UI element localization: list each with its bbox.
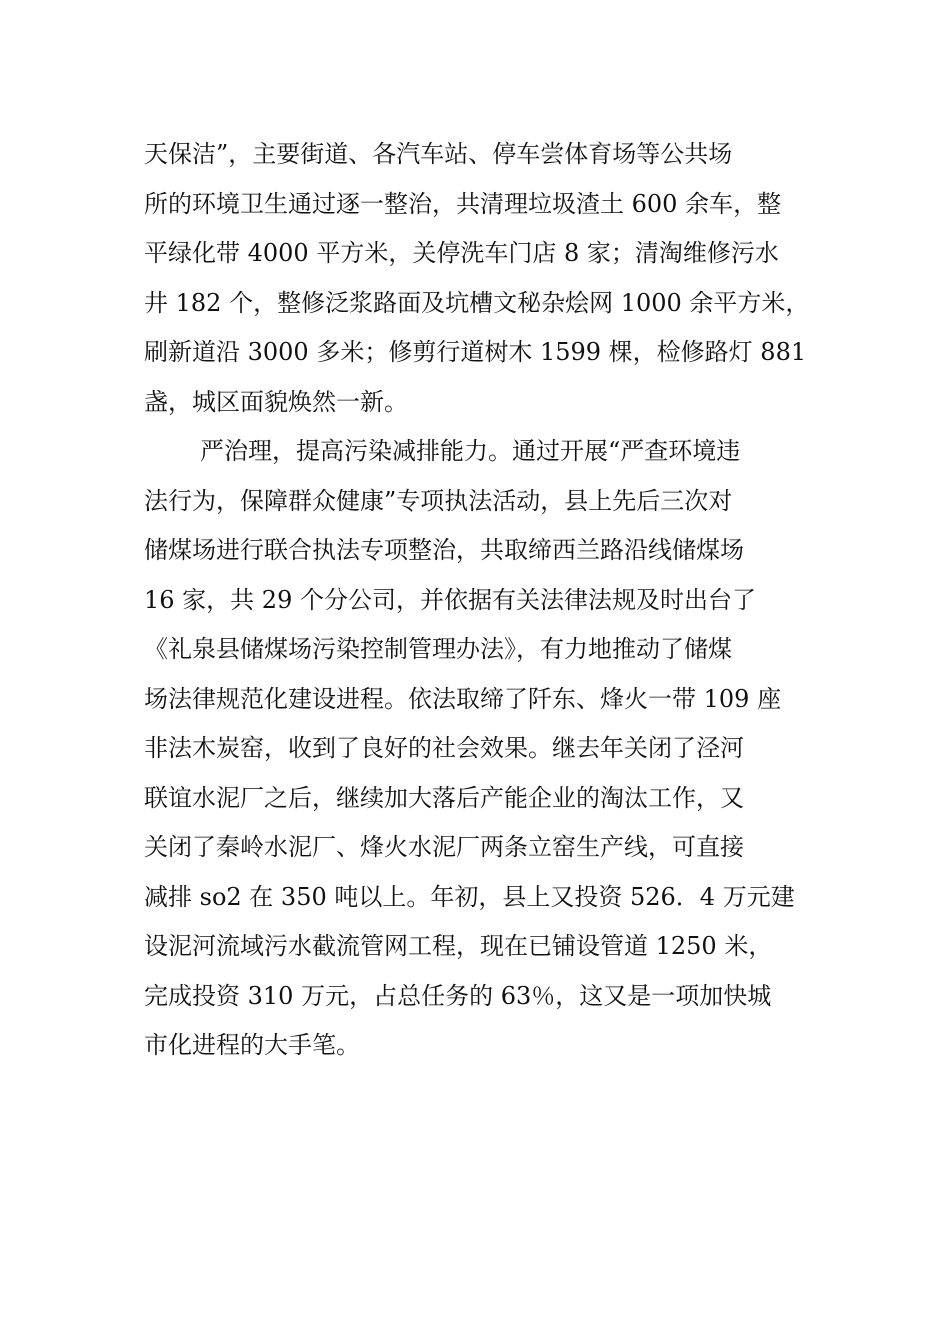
paragraph-line: 完成投资 310 万元，占总任务的 63％，这又是一项加快城 <box>144 981 772 1010</box>
paragraph-line: 井 182 个，整修泛浆路面及坑槽文秘杂烩网 1000 余平方米， <box>144 288 810 317</box>
paragraph-line: 《礼泉县储煤场污染控制管理办法》，有力地推动了储煤 <box>144 635 732 663</box>
paragraph-2 <box>144 427 824 1071</box>
paragraph-line: 场法律规范化建设进程。依法取缔了阡东、烽火一带 109 座 <box>144 684 782 713</box>
paragraph-line: 关闭了秦岭水泥厂、烽火水泥厂两条立窑生产线，可直接 <box>144 833 744 861</box>
paragraph-line: 储煤场进行联合执法专项整治，共取缔西兰路沿线储煤场 <box>144 536 744 564</box>
paragraph-1 <box>144 130 824 427</box>
paragraph-line: 严治理，提高污染减排能力。通过开展“严查环境违 <box>200 437 741 465</box>
paragraph-line: 市化进程的大手笔。 <box>144 1031 360 1059</box>
paragraph-line: 天保洁”，主要街道、各汽车站、停车尝体育场等公共场 <box>144 140 733 168</box>
paragraph-line: 刷新道沿 3000 多米；修剪行道树木 1599 棵，检修路灯 881 <box>144 338 807 366</box>
paragraph-line: 非法木炭窑，收到了良好的社会效果。继去年关闭了泾河 <box>144 734 744 762</box>
paragraph-line: 16 家，共 29 个分公司，并依据有关法律法规及时出台了 <box>144 585 756 614</box>
paragraph-line: 减排 so2 在 350 吨以上。年初，县上又投资 526．4 万元建 <box>144 882 795 911</box>
document-body <box>144 130 824 1071</box>
paragraph-line: 所的环境卫生通过逐一整治，共清理垃圾渣土 600 余车，整 <box>144 189 782 218</box>
paragraph-line: 联谊水泥厂之后，继续加大落后产能企业的淘汰工作，又 <box>144 783 744 812</box>
paragraph-line: 设泥河流域污水截流管网工程，现在已铺设管道 1250 米， <box>144 932 773 960</box>
paragraph-line: 盏，城区面貌焕然一新。 <box>144 387 408 416</box>
paragraph-line: 平绿化带 4000 平方米，关停洗车门店 8 家；清淘维修污水 <box>144 239 779 267</box>
paragraph-line: 法行为，保障群众健康”专项执法活动，县上先后三次对 <box>144 486 733 515</box>
